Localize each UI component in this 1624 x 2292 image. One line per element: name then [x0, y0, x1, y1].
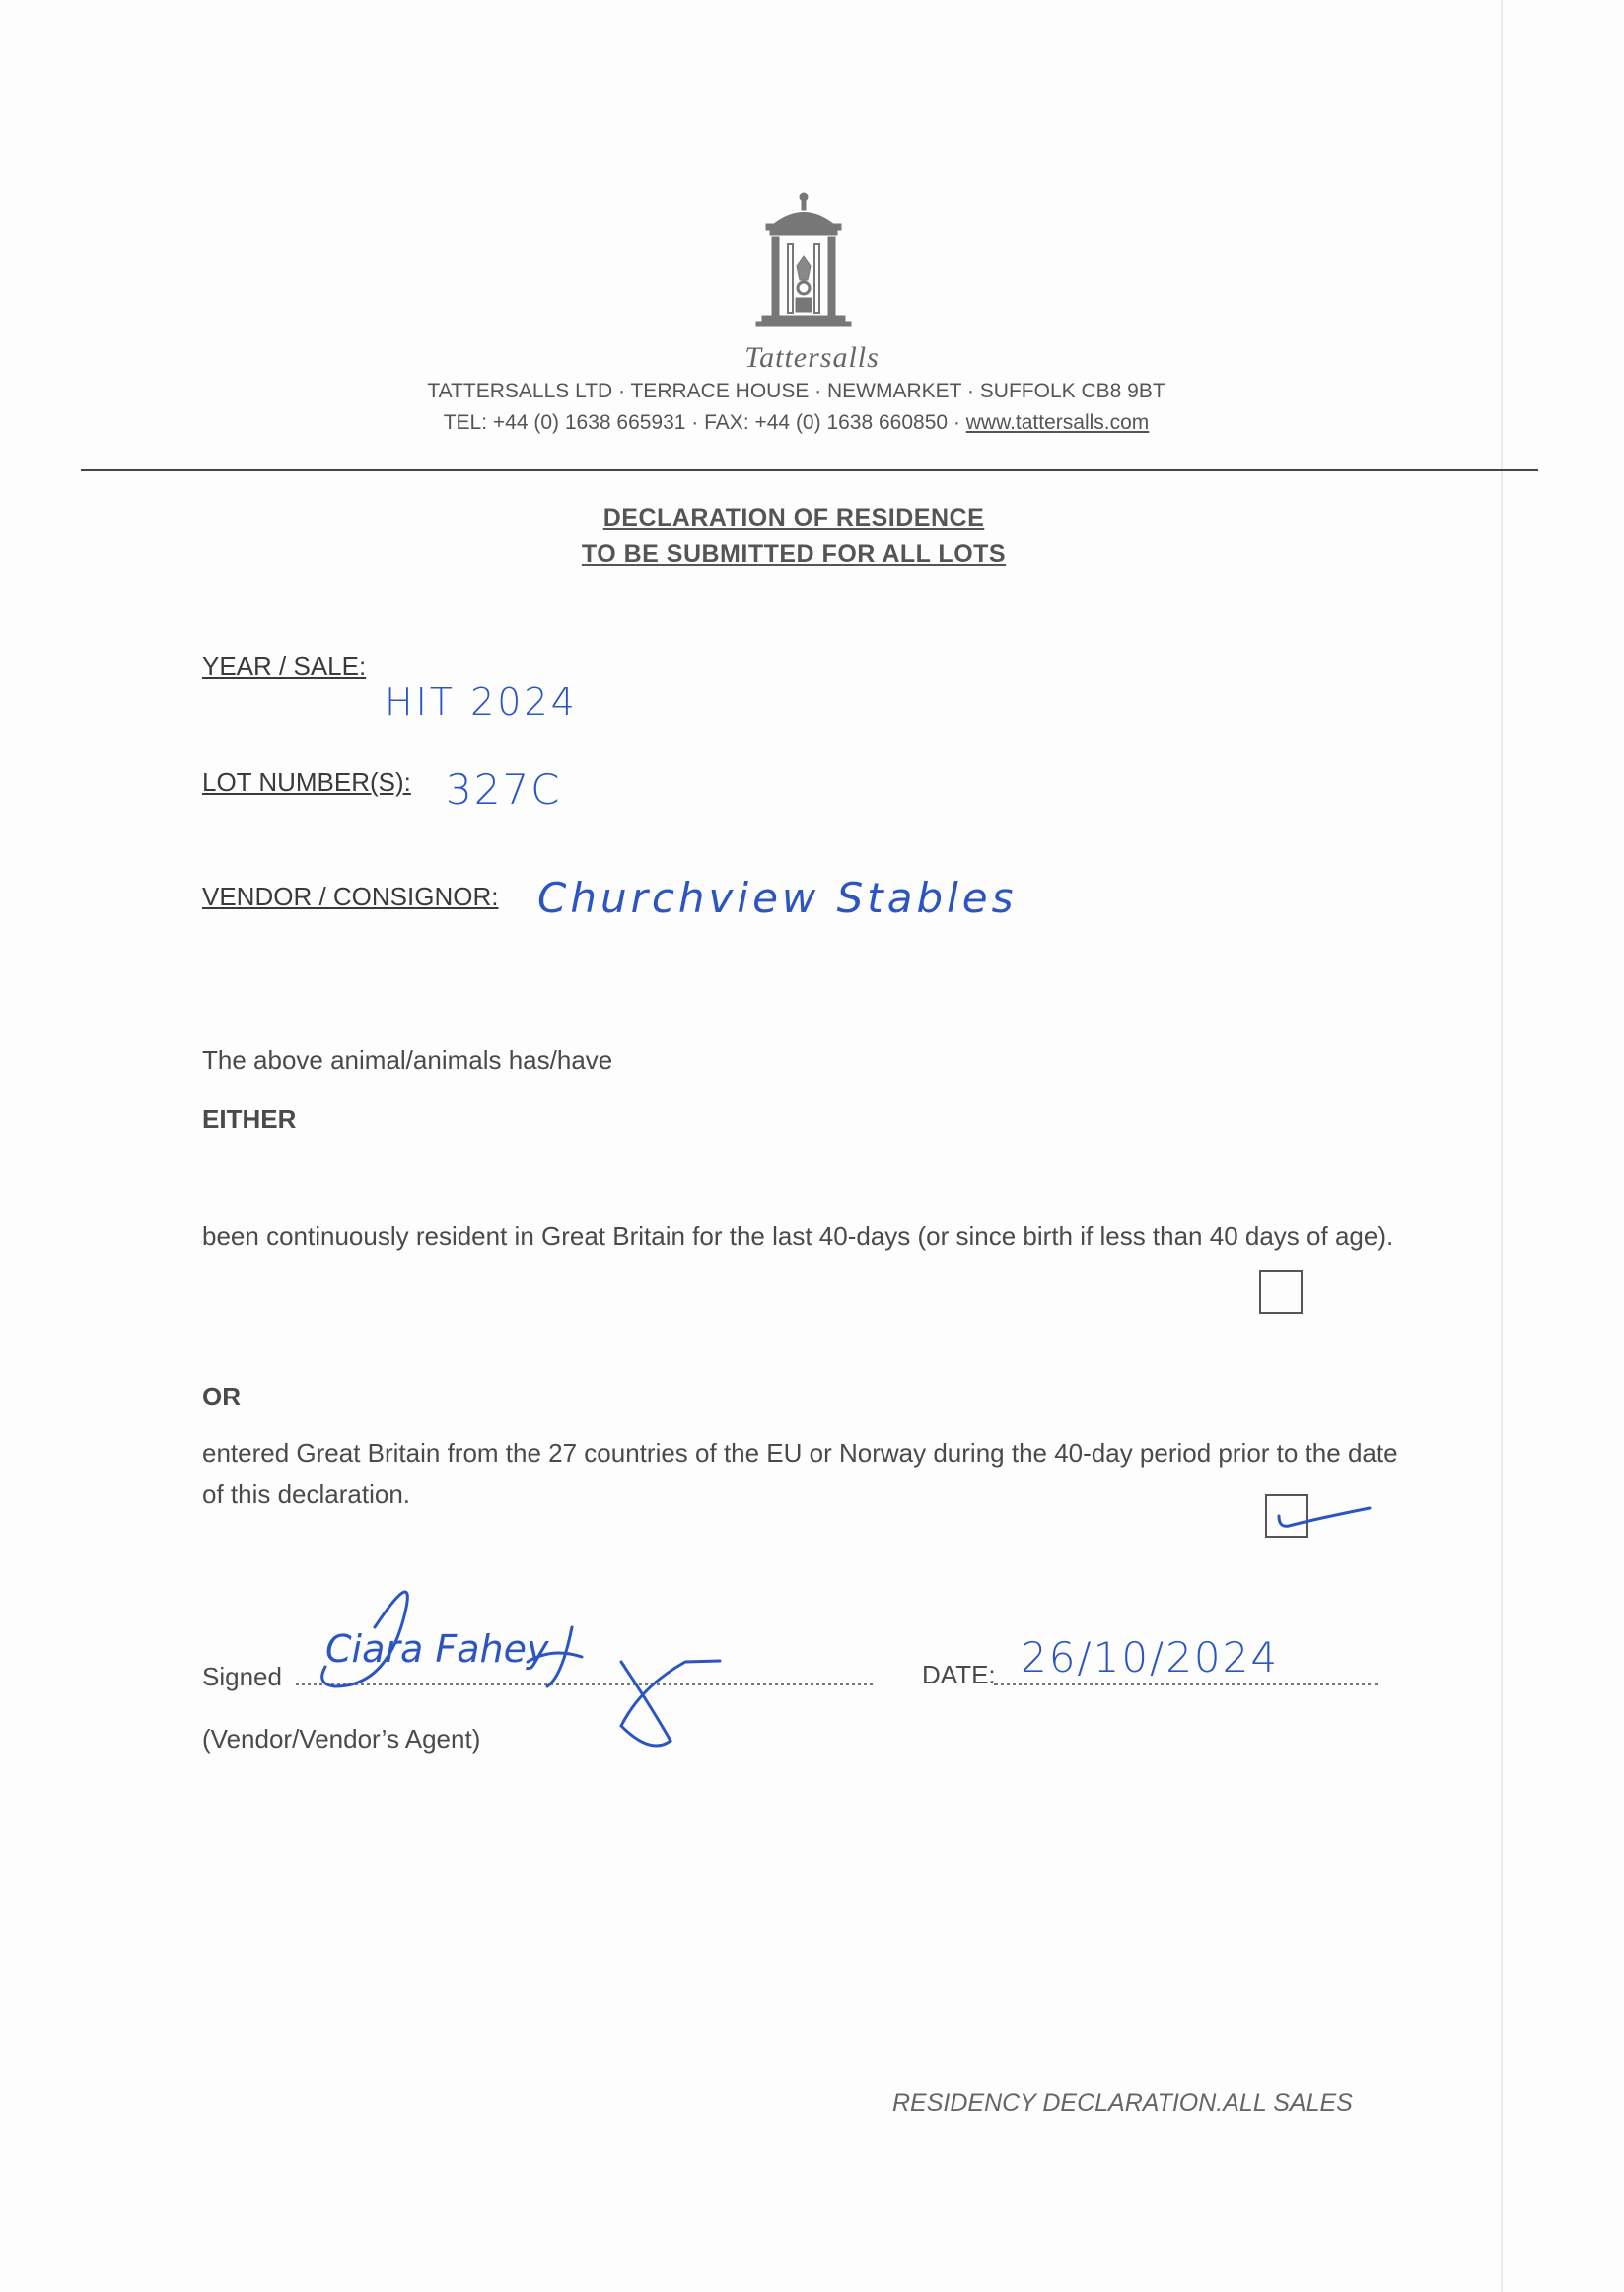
declaration-intro: The above animal/animals has/have	[202, 1045, 613, 1075]
either-heading: EITHER	[202, 1105, 297, 1134]
option-resident-checkbox[interactable]	[1259, 1270, 1303, 1314]
signed-label: Signed	[202, 1662, 282, 1691]
form-subtitle: TO BE SUBMITTED FOR ALL LOTS	[581, 540, 1007, 568]
contact-numbers: TEL: +44 (0) 1638 665931 · FAX: +44 (0) 1638 660850 ·	[443, 411, 966, 434]
year-sale-label: YEAR / SALE:	[202, 651, 367, 680]
vendor-label: VENDOR / CONSIGNOR:	[202, 882, 499, 911]
signature-name[interactable]: Ciara Fahey	[325, 1627, 549, 1671]
brand-name: Tattersalls	[744, 341, 880, 374]
date-label: DATE:	[922, 1660, 996, 1689]
option-resident-text: been continuously resident in Great Britain for the last 40-days (or since birth if less than 40 days of age).	[202, 1221, 1394, 1251]
date-value[interactable]: 26/10/2024	[1021, 1633, 1280, 1682]
tattersalls-logo	[744, 189, 863, 337]
vendor-value[interactable]: Churchview Stables	[537, 874, 1018, 922]
form-reference: RESIDENCY DECLARATION.ALL SALES	[892, 2089, 1353, 2116]
lot-numbers-label: LOT NUMBER(S):	[202, 767, 411, 797]
option-entered-text: entered Great Britain from the 27 countries of the EU or Norway during the 40-day period prior to the date of this declaration.	[202, 1438, 1398, 1509]
website-link[interactable]: www.tattersalls.com	[965, 411, 1150, 434]
company-contact	[0, 411, 1592, 435]
lot-numbers-value[interactable]: 327C	[446, 765, 562, 814]
option-entered-checkbox[interactable]	[1265, 1494, 1308, 1538]
year-sale-value[interactable]: HIT 2024	[385, 680, 578, 724]
signer-role: (Vendor/Vendor’s Agent)	[202, 1724, 481, 1754]
form-title: DECLARATION OF RESIDENCE	[602, 504, 985, 532]
company-address: TATTERSALLS LTD · TERRACE HOUSE · NEWMARKET · SUFFOLK CB8 9BT	[427, 380, 1165, 402]
checkmark-icon	[1271, 1502, 1409, 1541]
header-divider	[81, 469, 1538, 471]
date-line	[994, 1683, 1378, 1685]
or-heading: OR	[202, 1382, 241, 1411]
